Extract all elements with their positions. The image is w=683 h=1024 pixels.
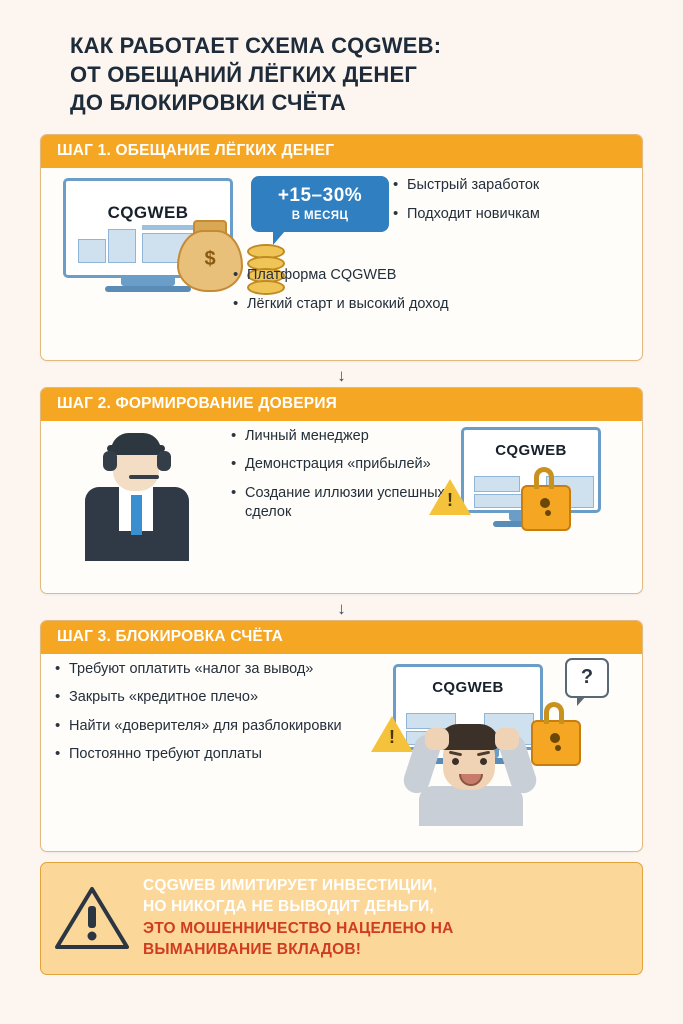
title-line-1: КАК РАБОТАЕТ СХЕМА CQGWEB: [70,33,442,58]
rate-badge-percent: +15–30% [277,184,363,206]
list-item: • Найти «доверителя» для разблокировки [55,717,375,737]
headset-earpiece-icon [157,451,171,471]
chart-bar [474,476,520,492]
list-item: • Личный менеджер [231,427,481,447]
list-item: • Демонстрация «прибылей» [231,455,481,475]
support-agent-icon [71,429,201,559]
step-3-brand: CQGWEB [432,678,504,696]
step-2-card [40,387,643,594]
monitor-stand [121,278,175,286]
person-hand [425,728,449,750]
chart-line [142,225,196,230]
rate-badge [251,176,389,232]
step-1-bullets-right [393,176,613,235]
footer-line-3: ЭТО МОШЕННИЧЕСТВО НАЦЕЛЕНО НА [143,919,454,937]
title-line-2: ОТ ОБЕЩАНИЙ ЛЁГКИХ ДЕНЕГ [70,61,418,87]
headset-mic-icon [129,475,159,479]
warning-glyph: ! [447,489,453,510]
step-3-bullets [55,660,375,774]
step-3-card [40,620,643,852]
warning-triangle-icon [429,479,471,515]
question-bubble: ? [565,658,609,698]
footer-line-1: CQGWEB ИМИТИРУЕТ ИНВЕСТИЦИИ, [143,876,438,894]
agent-tie [131,495,142,535]
warning-triangle-svg [55,886,129,950]
step-3-body [41,654,642,851]
lock-icon [521,485,571,531]
person-eye [452,758,459,765]
step-1-header: ШАГ 1. ОБЕЩАНИЕ ЛЁГКИХ ДЕНЕГ [41,135,642,168]
list-item: • Лёгкий старт и высокий доход [233,295,623,315]
frustrated-person-icon [401,716,541,824]
step-2-header: ШАГ 2. ФОРМИРОВАНИЕ ДОВЕРИЯ [41,388,642,421]
footer-line-4: ВЫМАНИВАНИЕ ВКЛАДОВ! [143,940,362,958]
step-1-bullets-wide [233,266,623,325]
step-2-body [41,421,642,593]
title-line-3: ДО БЛОКИРОВКИ СЧЁТА [70,90,346,116]
arrow-step1-to-step2: ↓ [337,365,346,385]
footer-warning-text [143,875,454,961]
step-1-card [40,134,643,361]
step-2-brand: CQGWEB [495,441,567,459]
page-title [70,32,643,118]
list-item: • Создание иллюзии успешных сделок [231,484,481,523]
footer-line-2: НО НИКОГДА НЕ ВЫВОДИТ ДЕНЬГИ, [143,898,434,916]
person-body [419,786,523,826]
person-eye [480,758,487,765]
footer-warning-banner [40,862,643,976]
list-item: • Подходит новичкам [393,205,613,225]
step-1-brand: CQGWEB [107,202,189,222]
step-1-body [41,168,642,360]
headset-earpiece-icon [103,451,117,471]
monitor-foot [105,286,191,292]
list-item: • Закрыть «кредитное плечо» [55,688,375,708]
list-item: • Постоянно требуют доплаты [55,745,375,765]
chart-bar [78,239,106,263]
warning-glyph: ! [389,726,395,747]
list-item: • Требуют оплатить «налог за вывод» [55,660,375,680]
warning-triangle-icon [55,886,129,950]
person-hand [495,728,519,750]
step-3-header: ШАГ 3. БЛОКИРОВКА СЧЁТА [41,621,642,654]
arrow-step2-to-step3: ↓ [337,598,346,618]
headset-band-icon [107,445,165,452]
list-item: • Платформа CQGWEB [233,266,623,286]
chart-bar [108,229,136,263]
rate-badge-period: В МЕСЯЦ [291,209,349,222]
list-item: • Быстрый заработок [393,176,613,196]
